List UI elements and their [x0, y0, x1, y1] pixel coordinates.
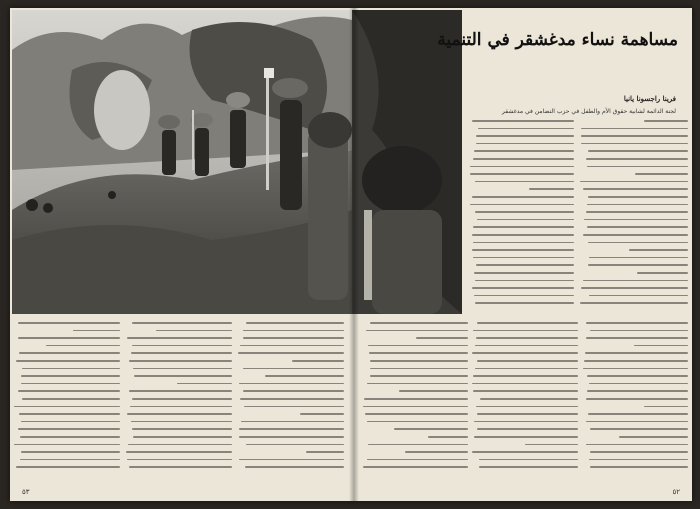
text-line: [306, 451, 344, 453]
text-line: [367, 383, 468, 385]
text-line: [584, 360, 688, 362]
text-line: [239, 436, 344, 438]
text-line: [588, 242, 688, 244]
text-line: [472, 352, 578, 354]
text-line: [475, 211, 574, 213]
text-line: [581, 287, 688, 289]
text-line: [265, 375, 344, 377]
text-line: [474, 436, 578, 438]
text-line: [370, 360, 468, 362]
text-line: [366, 330, 468, 332]
text-line: [240, 345, 344, 347]
text-line: [525, 444, 578, 446]
text-line: [16, 466, 120, 468]
text-line: [473, 390, 578, 392]
text-line: [363, 406, 468, 408]
text-line: [405, 451, 468, 453]
text-line: [472, 196, 574, 198]
text-line: [399, 390, 468, 392]
text-line: [131, 352, 232, 354]
text-line: [644, 406, 688, 408]
text-line: [21, 375, 121, 377]
text-line: [589, 257, 688, 259]
text-column: [362, 322, 468, 480]
text-line: [300, 413, 344, 415]
text-line: [479, 459, 578, 461]
page-gutter: [349, 8, 359, 501]
text-line: [586, 337, 688, 339]
text-line: [21, 421, 120, 423]
text-line: [470, 204, 574, 206]
text-line: [128, 444, 232, 446]
text-line: [477, 413, 578, 415]
text-line: [587, 226, 688, 228]
text-line: [477, 428, 578, 430]
text-line: [587, 204, 688, 206]
text-line: [475, 280, 574, 282]
text-line: [478, 128, 574, 130]
text-line: [473, 158, 574, 160]
text-line: [472, 383, 578, 385]
text-line: [589, 295, 688, 297]
text-line: [583, 280, 688, 282]
text-line: [476, 143, 574, 145]
text-column: [580, 120, 688, 310]
text-column: [126, 322, 232, 480]
text-line: [476, 406, 578, 408]
text-column: [14, 322, 120, 480]
text-line: [587, 390, 688, 392]
text-line: [239, 459, 344, 461]
text-line: [239, 428, 344, 430]
text-line: [581, 128, 688, 130]
text-line: [244, 406, 344, 408]
text-line: [133, 436, 232, 438]
text-line: [368, 345, 468, 347]
women-carrying-baskets-photo: [12, 10, 462, 314]
text-line: [364, 398, 468, 400]
text-line: [474, 421, 578, 423]
text-line: [619, 436, 688, 438]
text-line: [634, 345, 688, 347]
text-line: [585, 352, 688, 354]
text-line: [637, 272, 688, 274]
text-line: [586, 421, 688, 423]
text-column: [472, 322, 578, 480]
text-line: [20, 436, 120, 438]
text-line: [589, 383, 688, 385]
text-line: [131, 421, 232, 423]
text-line: [479, 466, 578, 468]
page-number-left: ٥٣: [22, 488, 30, 496]
text-line: [428, 436, 468, 438]
text-line: [127, 459, 232, 461]
text-line: [583, 234, 688, 236]
text-line: [586, 211, 688, 213]
text-line: [472, 249, 574, 251]
text-line: [629, 249, 688, 251]
text-line: [586, 444, 688, 446]
text-line: [590, 428, 688, 430]
text-line: [583, 188, 688, 190]
text-line: [16, 360, 120, 362]
text-line: [474, 272, 574, 274]
text-line: [635, 173, 688, 175]
text-line: [239, 383, 344, 385]
text-line: [472, 120, 574, 122]
text-line: [246, 322, 344, 324]
text-line: [18, 428, 120, 430]
text-line: [243, 368, 344, 370]
text-line: [475, 302, 574, 304]
text-line: [472, 451, 578, 453]
text-line: [126, 451, 232, 453]
text-line: [19, 352, 120, 354]
text-line: [472, 234, 574, 236]
text-line: [476, 135, 574, 137]
text-line: [21, 451, 120, 453]
text-line: [370, 322, 468, 324]
text-line: [475, 181, 574, 183]
text-line: [583, 368, 688, 370]
text-line: [472, 287, 574, 289]
text-line: [586, 158, 688, 160]
text-line: [416, 337, 468, 339]
text-line: [477, 322, 578, 324]
text-line: [529, 188, 574, 190]
text-line: [581, 143, 688, 145]
text-line: [367, 421, 468, 423]
text-line: [590, 451, 688, 453]
author-name: فرينا راجسونا يانيا: [623, 94, 676, 103]
text-line: [580, 302, 688, 304]
text-line: [22, 398, 120, 400]
text-line: [587, 375, 688, 377]
text-line: [370, 368, 468, 370]
text-line: [156, 330, 232, 332]
text-line: [240, 398, 344, 400]
text-line: [20, 459, 120, 461]
text-line: [474, 295, 574, 297]
text-line: [588, 196, 688, 198]
text-line: [129, 390, 232, 392]
text-line: [588, 150, 688, 152]
text-line: [586, 322, 688, 324]
text-line: [18, 390, 120, 392]
text-line: [580, 181, 688, 183]
text-line: [588, 413, 688, 415]
text-line: [470, 173, 574, 175]
text-line: [475, 345, 578, 347]
title-block: [437, 10, 690, 80]
text-column: [582, 322, 688, 480]
text-line: [473, 242, 574, 244]
text-line: [368, 444, 468, 446]
text-line: [129, 466, 232, 468]
text-line: [130, 406, 232, 408]
article-photo: [12, 10, 462, 314]
text-line: [365, 413, 468, 415]
magazine-spread: [10, 8, 692, 501]
text-line: [177, 383, 232, 385]
text-line: [133, 368, 232, 370]
text-line: [19, 413, 120, 415]
text-line: [243, 390, 344, 392]
text-line: [476, 264, 574, 266]
text-line: [475, 368, 578, 370]
text-line: [238, 352, 344, 354]
text-line: [644, 120, 688, 122]
page-number-right: ٥٢: [672, 488, 680, 496]
text-line: [370, 375, 468, 377]
text-line: [132, 398, 232, 400]
text-line: [589, 459, 688, 461]
text-line: [369, 352, 468, 354]
text-column: [470, 120, 574, 310]
text-line: [243, 337, 344, 339]
article-title: مساهمة نساء مدغشقر في التنمية: [437, 30, 678, 50]
text-line: [18, 337, 120, 339]
text-line: [22, 368, 120, 370]
text-line: [473, 226, 574, 228]
text-line: [129, 360, 232, 362]
text-line: [590, 330, 688, 332]
text-line: [245, 466, 344, 468]
text-line: [473, 330, 578, 332]
text-line: [477, 360, 578, 362]
text-line: [14, 444, 120, 446]
text-line: [477, 219, 574, 221]
text-line: [292, 360, 344, 362]
text-line: [476, 337, 578, 339]
text-line: [394, 428, 468, 430]
text-line: [587, 166, 688, 168]
text-line: [470, 166, 574, 168]
text-line: [473, 375, 578, 377]
text-line: [474, 150, 574, 152]
text-line: [241, 421, 344, 423]
text-line: [363, 466, 468, 468]
text-column: [238, 322, 344, 480]
text-line: [581, 135, 688, 137]
author-role: لجنة الدائمة لشابية حقوق الأم والطفل في حزب التضامن في مدغشقر: [501, 108, 676, 115]
text-line: [14, 406, 120, 408]
text-line: [134, 375, 232, 377]
text-line: [46, 345, 120, 347]
text-line: [588, 264, 688, 266]
text-line: [132, 428, 232, 430]
text-line: [127, 413, 232, 415]
text-line: [127, 337, 232, 339]
text-line: [367, 459, 468, 461]
text-line: [18, 322, 120, 324]
text-line: [473, 257, 574, 259]
text-line: [73, 330, 120, 332]
text-line: [21, 383, 120, 385]
text-line: [246, 444, 344, 446]
text-line: [480, 398, 578, 400]
text-line: [590, 466, 688, 468]
text-line: [584, 219, 688, 221]
text-line: [243, 330, 344, 332]
text-line: [132, 345, 232, 347]
text-line: [586, 398, 688, 400]
text-line: [132, 322, 232, 324]
